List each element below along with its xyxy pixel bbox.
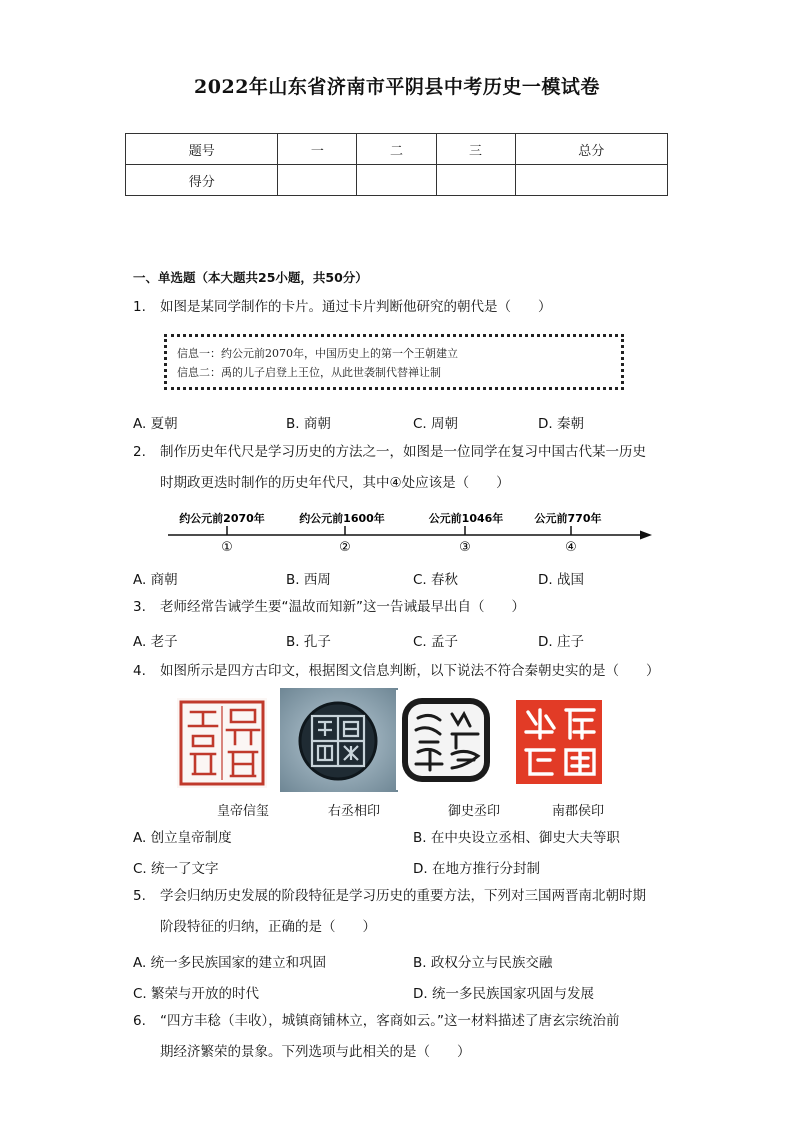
seal-caption: 御史丞印 [448, 804, 501, 819]
timeline-mark: ① [221, 540, 233, 555]
option-d[interactable]: D. 统一多民族国家巩固与发展 [413, 986, 594, 1002]
question-number: 2. [133, 444, 146, 460]
question-number: 5. [133, 888, 146, 904]
question-4 [133, 656, 660, 687]
question-stem-continued: 期经济繁荣的景象。下列选项与此相关的是（ ） [160, 1044, 471, 1060]
timeline-point-3 [429, 511, 504, 555]
exam-title: 2022年山东省济南市平阴县中考历史一模试卷 [194, 76, 600, 98]
timeline-year: 约公元前1600年 [299, 512, 385, 525]
timeline-mark: ② [339, 540, 351, 555]
option-a[interactable]: A. 老子 [133, 634, 178, 650]
option-b[interactable]: B. 西周 [286, 572, 331, 588]
timeline-mark: ④ [565, 540, 577, 555]
option-c[interactable]: C. 春秋 [413, 572, 459, 588]
seal-image-1 [175, 694, 270, 794]
timeline-point-2 [299, 511, 385, 555]
option-c[interactable]: C. 繁荣与开放的时代 [133, 986, 260, 1002]
seal-caption: 右丞相印 [328, 804, 381, 819]
seal-caption: 南郡侯印 [552, 804, 605, 819]
info-card [164, 334, 624, 390]
option-a[interactable]: A. 商朝 [133, 572, 178, 588]
card-line: 信息一：约公元前2070年，中国历史上的第一个王朝建立 [177, 347, 458, 360]
question-stem: 制作历史年代尺是学习历史的方法之一，如图是一位同学在复习中国古代某一历史 [160, 444, 646, 460]
score-table [125, 133, 668, 196]
score-table-header-row [126, 134, 668, 165]
score-table-cell: 题号 [126, 134, 278, 165]
seal-image-3 [396, 690, 496, 790]
option-b[interactable]: B. 孔子 [286, 634, 331, 650]
option-a[interactable]: A. 统一多民族国家的建立和巩固 [133, 955, 327, 971]
question-6 [133, 1006, 620, 1037]
question-5 [133, 881, 646, 912]
question-number: 4. [133, 663, 146, 679]
timeline-point-4 [535, 511, 602, 555]
option-b[interactable]: B. 在中央设立丞相、御史大夫等职 [413, 830, 620, 846]
score-table-cell: 三 [436, 134, 515, 165]
timeline-point-1 [179, 511, 265, 555]
score-table-cell [436, 165, 515, 196]
option-b[interactable]: B. 政权分立与民族交融 [413, 955, 553, 971]
seal-image-2 [280, 688, 398, 792]
timeline-arrowhead [640, 531, 652, 540]
timeline-figure [160, 502, 660, 556]
section-heading: 一、单选题（本大题共25小题，共50分） [133, 270, 368, 285]
question-1 [133, 292, 552, 323]
seal-image-4 [512, 694, 608, 790]
question-stem-continued: 阶段特征的归纳，正确的是（ ） [160, 919, 376, 935]
option-c[interactable]: C. 周朝 [413, 416, 459, 432]
score-table-cell [357, 165, 436, 196]
question-stem: 学会归纳历史发展的阶段特征是学习历史的重要方法，下列对三国两晋南北朝时期 [160, 888, 646, 904]
question-3 [133, 592, 525, 623]
timeline-year: 约公元前2070年 [179, 512, 265, 525]
timeline-year: 公元前1046年 [428, 512, 504, 525]
question-number: 1. [133, 299, 146, 315]
seal-caption: 皇帝信玺 [217, 804, 270, 819]
question-2 [133, 437, 646, 468]
score-table-cell [278, 165, 357, 196]
option-a[interactable]: A. 夏朝 [133, 416, 178, 432]
score-table-cell: 二 [357, 134, 436, 165]
question-number: 3. [133, 599, 146, 615]
timeline-year: 公元前770年 [534, 512, 602, 525]
question-stem: 老师经常告诫学生要“温故而知新”这一告诫最早出自（ ） [160, 599, 525, 615]
score-table-cell [515, 165, 667, 196]
option-d[interactable]: D. 在地方推行分封制 [413, 861, 540, 877]
option-a[interactable]: A. 创立皇帝制度 [133, 830, 232, 846]
question-stem: 如图所示是四方古印文，根据图文信息判断，以下说法不符合秦朝史实的是（ ） [160, 663, 660, 679]
option-c[interactable]: C. 孟子 [413, 634, 459, 650]
question-stem: “四方丰稔（丰收），城镇商铺林立，客商如云。”这一材料描述了唐玄宗统治前 [160, 1013, 620, 1029]
question-number: 6. [133, 1013, 146, 1029]
score-table-cell: 总分 [515, 134, 667, 165]
question-stem: 如图是某同学制作的卡片。通过卡片判断他研究的朝代是（ ） [160, 299, 552, 315]
option-c[interactable]: C. 统一了文字 [133, 861, 219, 877]
timeline-mark: ③ [459, 540, 471, 555]
option-d[interactable]: D. 秦朝 [538, 416, 584, 432]
score-table-cell: 一 [278, 134, 357, 165]
score-table-cell: 得分 [126, 165, 278, 196]
option-d[interactable]: D. 庄子 [538, 634, 584, 650]
score-table-score-row [126, 165, 668, 196]
option-b[interactable]: B. 商朝 [286, 416, 331, 432]
question-stem-continued: 时期政更迭时制作的历史年代尺，其中④处应该是（ ） [160, 475, 510, 491]
card-line: 信息二：禹的儿子启登上王位，从此世袭制代替禅让制 [177, 366, 441, 379]
option-d[interactable]: D. 战国 [538, 572, 584, 588]
